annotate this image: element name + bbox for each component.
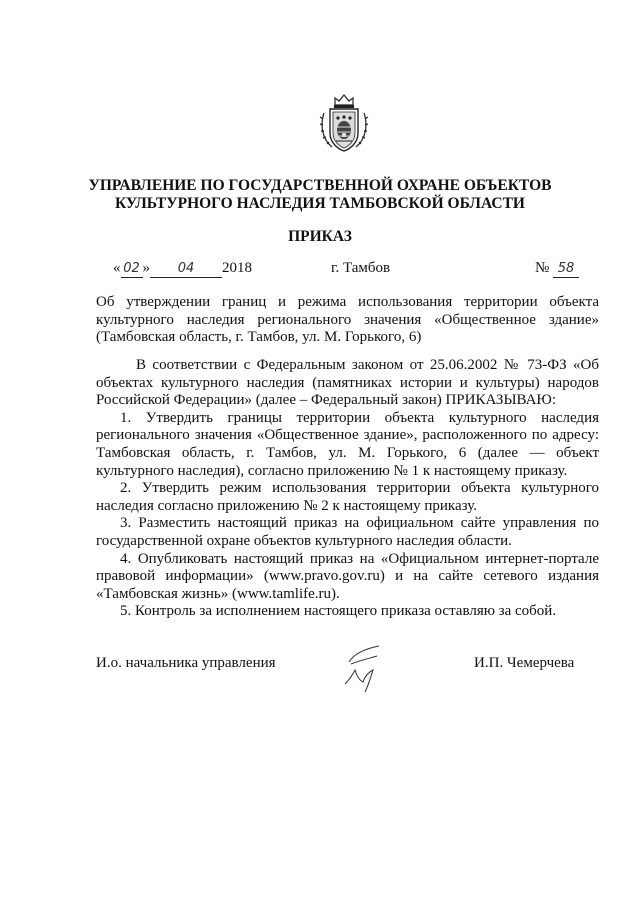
issuing-authority-title: [60, 177, 580, 213]
number-handwritten: 58: [553, 261, 579, 278]
order-item-2: 2. Утвердить режим использования территории объекта культурного наследия согласно приложению № 2 к настоящему приказу.: [96, 480, 599, 514]
document-body: [96, 357, 599, 621]
document-subject: Об утверждении границ и режима использования территории объекта культурного наследия регионального значения «Общественное здание» (Тамбовская область, г. Тамбов, ул. М. Горького, 6): [96, 294, 599, 345]
order-item-5: 5. Контроль за исполнением настоящего приказа оставляю за собой.: [120, 603, 557, 620]
order-item-4: 4. Опубликовать настоящий приказ на «Официальном интернет-портале правовой информации» (www.pravo.gov.ru) и на сайте сетевого издания «Тамбовская жизнь» (www.tamlife.ru).: [96, 550, 599, 602]
date-month-handwritten: 04: [150, 261, 222, 278]
document-date: [113, 260, 252, 278]
handwritten-signature-icon: [335, 640, 395, 695]
date-year: 2018: [222, 260, 252, 276]
signatory-position: И.о. начальника управления: [96, 655, 276, 671]
document-number: [535, 260, 579, 278]
signatory-name: И.П. Чемерчева: [474, 655, 575, 671]
coat-of-arms-emblem-icon: [318, 93, 370, 157]
document-type-heading: ПРИКАЗ: [288, 228, 352, 245]
date-close-quote: »: [142, 260, 150, 276]
number-label: №: [535, 260, 550, 276]
date-day-handwritten: 02: [121, 261, 143, 278]
date-open-quote: «: [113, 260, 121, 276]
order-item-3: 3. Разместить настоящий приказ на официальном сайте управления по государственной охране объектов культурного наследия области.: [96, 515, 599, 549]
document-place: г. Тамбов: [331, 260, 391, 276]
body-preamble: В соответствии с Федеральным законом от 25.06.2002 № 73-ФЗ «Об объектах культурного наследия (памятниках истории и культуры) народов Российской Федерации» (далее – Федеральный закон) ПРИКАЗЫВАЮ:: [96, 357, 599, 409]
org-title-line-2: КУЛЬТУРНОГО НАСЛЕДИЯ ТАМБОВСКОЙ ОБЛАСТИ: [115, 195, 525, 212]
order-item-1: 1. Утвердить границы территории объекта культурного наследия регионального значения «Общественное здание», расположенного по адресу: Тамбовская область, г. Тамбов, ул. М. Горького, 6 (далее — объект культурного наследия), согласно приложению № 1 к настоящему приказу.: [96, 409, 599, 479]
org-title-line-1: УПРАВЛЕНИЕ ПО ГОСУДАРСТВЕННОЙ ОХРАНЕ ОБЪЕКТОВ: [88, 177, 552, 194]
